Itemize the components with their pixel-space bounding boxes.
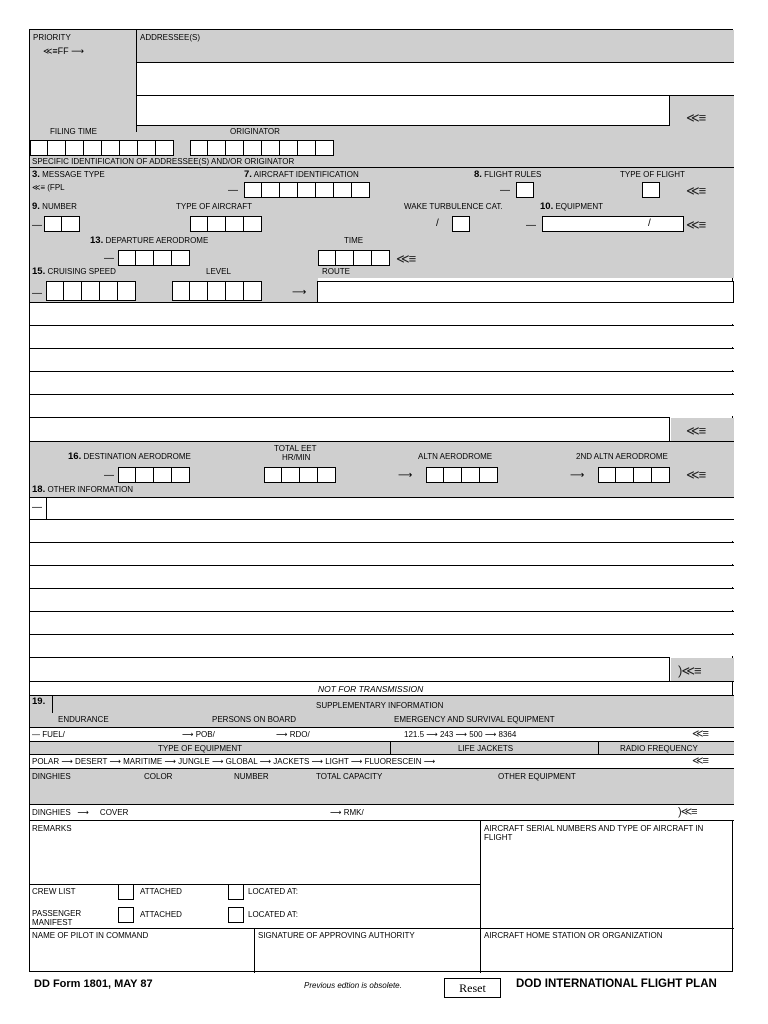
priority-label: PRIORITY [33, 33, 71, 42]
altn2-aerodrome-boxes[interactable] [598, 467, 670, 483]
rdo-label: RDO/ [289, 730, 310, 739]
dinghies2-label: DINGHIES [32, 808, 71, 817]
fuel-label: FUEL/ [42, 730, 65, 739]
crew-attached-checkbox[interactable] [118, 884, 134, 900]
not-for-transmission: NOT FOR TRANSMISSION [318, 684, 424, 694]
other-info-line[interactable] [30, 497, 734, 519]
end-marker-icon: )≪≡ [678, 806, 697, 818]
maritime-label: MARITIME [123, 757, 163, 766]
route-line[interactable] [30, 325, 734, 347]
end-marker-icon: )≪≡ [678, 663, 701, 678]
level-boxes[interactable] [172, 281, 262, 301]
total-eet-boxes[interactable] [264, 467, 336, 483]
dinghies-label: DINGHIES [32, 772, 71, 781]
desert-label: DESERT [75, 757, 108, 766]
route-line[interactable] [30, 371, 734, 393]
departure-aerodrome-boxes[interactable] [118, 250, 190, 266]
filing-time-label: FILING TIME [50, 127, 97, 136]
other-info-line[interactable] [30, 519, 734, 541]
level-label: LEVEL [206, 267, 231, 276]
passenger-located-label: LOCATED AT: [248, 910, 298, 919]
jungle-label: JUNGLE [178, 757, 210, 766]
addressee-line-1[interactable] [137, 63, 734, 95]
altn-aerodrome-label: ALTN AERODROME [418, 452, 493, 461]
destination-aerodrome-boxes[interactable] [118, 467, 190, 483]
equipment-field[interactable] [542, 216, 684, 232]
originator-boxes[interactable] [190, 140, 334, 156]
route-line-0[interactable] [317, 281, 734, 303]
end-marker-icon: ≪≡ [686, 467, 706, 482]
polar-label: POLAR [32, 757, 60, 766]
cruising-speed-label: CRUISING SPEED [47, 267, 116, 276]
emergency-equipment-label: EMERGENCY AND SURVIVAL EQUIPMENT [394, 715, 555, 724]
other-info-line[interactable] [30, 542, 734, 564]
crew-located-label: LOCATED AT: [248, 887, 298, 896]
home-station-label: AIRCRAFT HOME STATION OR ORGANIZATION [484, 931, 663, 940]
total-capacity-label: TOTAL CAPACITY [316, 772, 383, 781]
obsolete-note: Previous edtion is obsolete. [304, 981, 402, 990]
color-label: COLOR [144, 772, 173, 781]
radio-frequency-label: RADIO FREQUENCY [620, 744, 698, 753]
time-label: TIME [344, 236, 364, 245]
form-title: DOD INTERNATIONAL FLIGHT PLAN [516, 978, 717, 990]
route-line[interactable] [30, 417, 670, 441]
other-info-label: OTHER INFORMATION [47, 485, 134, 494]
filing-time-boxes[interactable] [30, 140, 174, 156]
passenger-manifest-label: PASSENGER MANIFEST [32, 909, 82, 927]
aircraft-serials-label: AIRCRAFT SERIAL NUMBERS AND TYPE OF AIRCRAFT IN FLIGHT [484, 824, 704, 842]
passenger-attached-checkbox[interactable] [118, 907, 134, 923]
item3-number: 3. [32, 169, 40, 180]
persons-on-board-label: PERSONS ON BOARD [212, 715, 297, 724]
other-info-line[interactable] [30, 657, 670, 681]
end-marker-icon: ≪≡ [396, 251, 416, 266]
other-equipment-label: OTHER EQUIPMENT [498, 772, 576, 781]
crew-list-label: CREW LIST [32, 887, 76, 896]
route-label: ROUTE [322, 267, 350, 276]
freq-500: 500 [469, 730, 483, 739]
remarks-field[interactable] [32, 824, 478, 874]
item8-number: 8. [474, 169, 482, 180]
freq-8364: 8364 [498, 730, 517, 739]
flight-rules-box[interactable] [516, 182, 534, 198]
pob-label: POB/ [195, 730, 215, 739]
type-of-equipment-label: TYPE OF EQUIPMENT [158, 744, 243, 753]
passenger-located-checkbox[interactable] [228, 907, 244, 923]
cover-label: COVER [99, 808, 129, 817]
item10-number: 10. [540, 201, 554, 212]
item16-number: 16. [68, 451, 82, 462]
route-line[interactable] [30, 302, 734, 324]
hr-min-label: HR/MIN [282, 453, 311, 462]
reset-button[interactable]: Reset [444, 978, 501, 998]
flight-plan-form: PRIORITY ≪≡FF ⟶ ADDRESSEE(S) ≪≡ FILING TIME ORIGINATOR SPECIFIC IDENTIFICATION OF ADDRESSEE(S) AND/OR ORIGINATOR 3. MESSAGE TYPE ≪≡ (FPL 7. AIRCRAFT IDENTIFICATION — 8. FLIGHT RULES — TYPE OF FLIGHT ≪≡ 9. NUMBER — TYPE OF AIRCRAFT WAKE TURBULENCE CAT. / 10. EQUIPMENT — / ≪≡ 13. DEPARTURE AERODROME — TIME ≪≡ 15. CRUISING SPEED LEVEL ROUTE — ⟶ ≪≡ 16. DESTINATION AERODROME — TOTAL EET HR/MIN ALTN AERODROME ⟶ 2ND ALTN AERODROME ⟶ ≪≡ 18. OTHER INFORMATION — )≪≡ NOT FOR TRANSMISSION 19. SUPPLEMENTARY INFORMATION ENDURANCE PERSONS ON BOARD EMERGENCY AND SURVIVAL EQUIPMENT — FUEL/ ⟶ POB/ ⟶ RDO/ 121.5 ⟶ 243 ⟶ 500 ⟶ 8364 ≪≡ TYPE OF EQUIPMENT LIFE JACKETS RADIO FREQUENCY POLAR ⟶ DESERT ⟶ MARITIME ⟶ JUNGLE ⟶ GLOBAL ⟶ JACKETS ⟶ LIGHT ⟶ FLUORESCEIN ⟶ ≪≡ DINGHIES COLOR NUMBER TOTAL CAPACITY OTHER EQUIPMENT DINGHIES ⟶ COVER ⟶ RMK/ )≪≡ REMARKS AIRCRAFT SERIAL NUMBERS AND TYPE OF AIRCRAFT IN FLIGHT CREW LIST ATTACHED LOCATED AT: PASSENGER MANIFEST ATTACHED LOCATED AT: NAME OF PILOT IN COMMAND SIGNATURE OF APPROVING AUTHORITY AIRCRAFT HOME STATION OR ORGANIZATION [29, 29, 733, 972]
life-jackets-label: LIFE JACKETS [458, 744, 514, 753]
altn-aerodrome-boxes[interactable] [426, 467, 498, 483]
type-of-aircraft-label: TYPE OF AIRCRAFT [176, 202, 253, 211]
passenger-attached-label: ATTACHED [140, 910, 182, 919]
number-boxes[interactable] [44, 216, 80, 232]
freq-243: 243 [439, 730, 454, 739]
endurance-label: ENDURANCE [58, 715, 109, 724]
item13-number: 13. [90, 235, 104, 246]
item7-number: 7. [244, 169, 252, 180]
form-id: DD Form 1801, MAY 87 [34, 978, 153, 990]
crew-attached-label: ATTACHED [140, 887, 182, 896]
end-marker-icon: ≪≡ [686, 217, 706, 232]
specific-id-label: SPECIFIC IDENTIFICATION OF ADDRESSEE(S) AND/OR ORIGINATOR [32, 157, 295, 166]
priority-value: ≪≡FF ⟶ [43, 46, 85, 56]
signature-label: SIGNATURE OF APPROVING AUTHORITY [258, 931, 415, 940]
rmk-label: RMK/ [343, 808, 364, 817]
cruising-speed-boxes[interactable] [46, 281, 136, 301]
item9-number: 9. [32, 201, 40, 212]
end-marker-icon: ≪≡ [686, 423, 706, 438]
equipment-label: EQUIPMENT [555, 202, 604, 211]
item19-number: 19. [32, 696, 46, 707]
global-label: GLOBAL [225, 757, 258, 766]
destination-aerodrome-label: DESTINATION AERODROME [83, 452, 191, 461]
item15-number: 15. [32, 266, 46, 277]
addressee-line-2[interactable] [137, 96, 670, 125]
end-marker-icon: ≪≡ [692, 755, 708, 767]
other-info-line[interactable] [30, 611, 734, 633]
type-of-flight-label: TYPE OF FLIGHT [620, 170, 685, 179]
message-type-label: MESSAGE TYPE [42, 170, 105, 179]
originator-label: ORIGINATOR [230, 127, 280, 136]
type-of-aircraft-boxes[interactable] [190, 216, 262, 232]
end-marker-icon: ≪≡ [686, 110, 706, 125]
fluorescein-label: FLUORESCEIN [364, 757, 422, 766]
wake-turbulence-label: WAKE TURBULENCE CAT. [404, 202, 503, 211]
other-info-line[interactable] [30, 565, 734, 587]
jackets-label: JACKETS [273, 757, 310, 766]
route-line[interactable] [30, 394, 734, 416]
dinghy-number-label: NUMBER [234, 772, 269, 781]
other-info-line[interactable] [30, 634, 734, 656]
total-eet-label: TOTAL EET [274, 444, 317, 453]
type-of-flight-box[interactable] [642, 182, 660, 198]
item18-number: 18. [32, 484, 46, 495]
wake-turbulence-box[interactable] [452, 216, 470, 232]
route-line[interactable] [30, 348, 734, 370]
message-type-prefix: ≪≡ (FPL [32, 183, 65, 192]
pilot-label: NAME OF PILOT IN COMMAND [32, 931, 149, 940]
departure-time-boxes[interactable] [318, 250, 390, 266]
departure-aerodrome-label: DEPARTURE AERODROME [105, 236, 209, 245]
aircraft-id-label: AIRCRAFT IDENTIFICATION [253, 170, 359, 179]
light-label: LIGHT [325, 757, 349, 766]
other-info-line[interactable] [30, 588, 734, 610]
altn2-aerodrome-label: 2ND ALTN AERODROME [576, 452, 668, 461]
freq-121: 121.5 [404, 730, 425, 739]
supplementary-info-label: SUPPLEMENTARY INFORMATION [316, 701, 444, 710]
end-marker-icon: ≪≡ [686, 183, 706, 198]
remarks-label: REMARKS [32, 824, 72, 833]
crew-located-checkbox[interactable] [228, 884, 244, 900]
flight-rules-label: FLIGHT RULES [484, 170, 542, 179]
addressees-label: ADDRESSEE(S) [140, 33, 201, 42]
aircraft-id-boxes[interactable] [244, 182, 370, 198]
end-marker-icon: ≪≡ [692, 728, 708, 740]
number-label: NUMBER [42, 202, 77, 211]
